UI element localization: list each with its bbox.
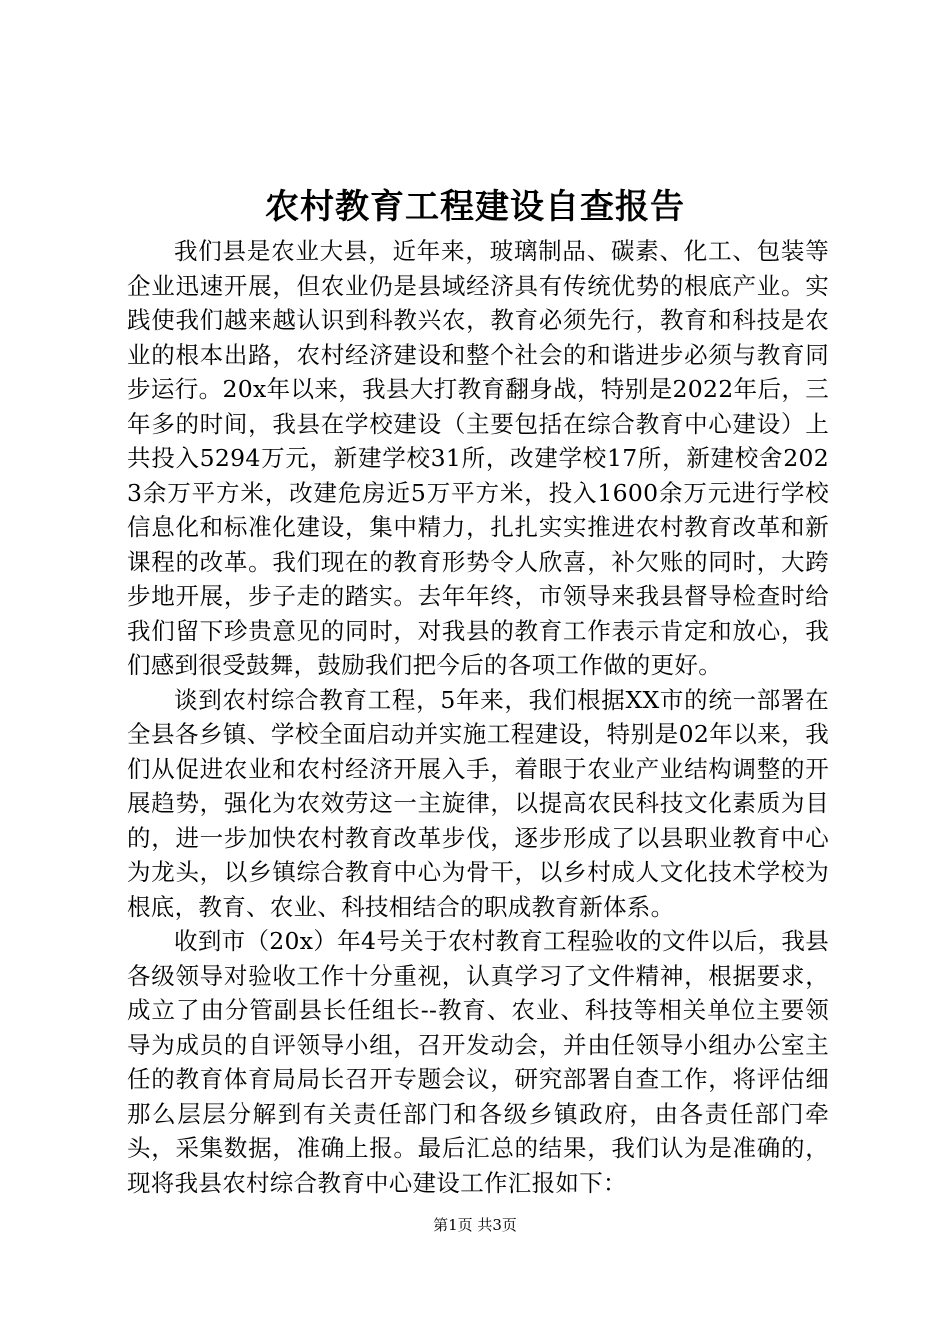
page-number-footer: 第1页 共3页: [433, 1216, 517, 1234]
paragraph-3: 收到市（20x）年4号关于农村教育工程验收的文件以后，我县各级领导对验收工作十分重视，认真学习了文件精神，根据要求，成立了由分管副县长任组长--教育、农业、科技等相关单位主要领导为成员的自评领导小组，召开发动会，并由任领导小组办公室主任的教育体育局局长召开专题会议，研究部署自查工作，将评估细那么层层分解到有关责任部门和各级乡镇政府，由各责任部门牵头，采集数据，准确上报。最后汇总的结果，我们认为是准确的，现将我县农村综合教育中心建设工作汇报如下：: [127, 927, 829, 1197]
page-title: 农村教育工程建设自查报告: [265, 187, 685, 227]
paragraph-1: 我们县是农业大县，近年来，玻璃制品、碳素、化工、包装等企业迅速开展，但农业仍是县域经济具有传统优势的根底产业。实践使我们越来越认识到科教兴农，教育必须先行，教育和科技是农业的根本出路，农村经济建设和整个社会的和谐进步必须与教育同步运行。20x年以来，我县大打教育翻身战，特别是2022年后，三年多的时间，我县在学校建设（主要包括在综合教育中心建设）上共投入5294万元，新建学校31所，改建学校17所，新建校舍2023余万平方米，改建危房近5万平方米，投入1600余万元进行学校信息化和标准化建设，集中精力，扎扎实实推进农村教育改革和新课程的改革。我们现在的教育形势令人欣喜，补欠账的同时，大跨步地开展，步子走的踏实。去年年终，市领导来我县督导检查时给我们留下珍贵意见的同时，对我县的教育工作表示肯定和放心，我们感到很受鼓舞，鼓励我们把今后的各项工作做的更好。: [127, 237, 829, 679]
document-body: [127, 234, 829, 1200]
paragraph-2: 谈到农村综合教育工程，5年来，我们根据XX市的统一部署在全县各乡镇、学校全面启动并实施工程建设，特别是02年以来，我们从促进农业和农村经济开展入手，着眼于农业产业结构调整的开展趋势，强化为农效劳这一主旋律，以提高农民科技文化素质为目的，进一步加快农村教育改革步伐，逐步形成了以县职业教育中心为龙头，以乡镇综合教育中心为骨干，以乡村成人文化技术学校为根底，教育、农业、科技相结合的职成教育新体系。: [127, 685, 829, 921]
